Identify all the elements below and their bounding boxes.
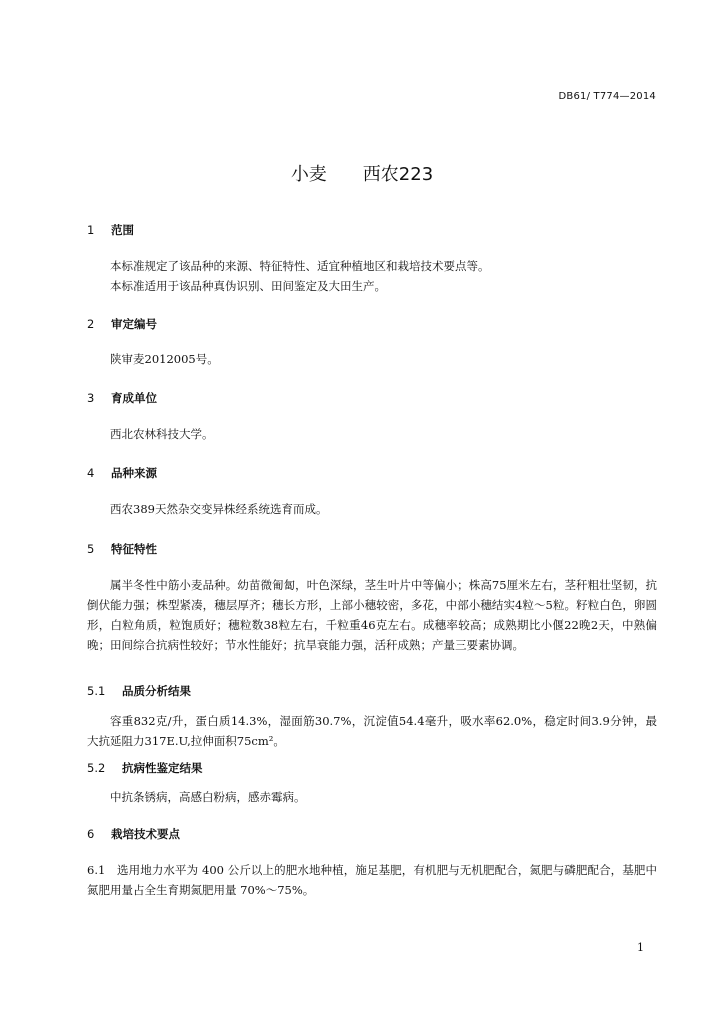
document-code: DB61/ T774—2014	[558, 91, 656, 102]
document-title: 小麦 西农223	[290, 164, 434, 185]
section-heading-breeding-unit	[87, 390, 157, 406]
section-heading-scope	[87, 222, 134, 238]
section-heading-variety-source	[87, 465, 157, 481]
section-title: 抗病性鉴定结果	[122, 761, 203, 775]
disease-resistance-paragraph: 中抗条锈病，高感白粉病，感赤霉病。	[110, 790, 306, 804]
section-number: 1	[87, 223, 95, 237]
section-number: 5.1	[87, 684, 106, 698]
section-title: 审定编号	[111, 317, 158, 331]
variety-source-paragraph: 西农389天然杂交变异株经系统选育而成。	[110, 502, 328, 516]
approval-number-paragraph: 陕审麦2012005号。	[110, 352, 219, 366]
section-heading-disease-resistance	[87, 760, 203, 776]
scope-paragraph-1: 本标准规定了该品种的来源、特征特性、适宜种植地区和栽培技术要点等。	[110, 259, 490, 273]
section-heading-approval-number	[87, 316, 157, 332]
section-number: 5	[87, 542, 95, 556]
scope-paragraph-2: 本标准适用于该品种真伪识别、田间鉴定及大田生产。	[110, 279, 386, 293]
section-number: 4	[87, 466, 95, 480]
characteristics-paragraph: 属半冬性中筋小麦品种。幼苗微匍匐，叶色深绿，茎生叶片中等偏小；株高75厘米左右，茎秆粗壮坚韧，抗倒伏能力强；株型紧凑，穗层厚齐；穗长方形，上部小穗较密，多花，中部小穗结实4粒～5粒。籽粒白色，卵圆形，白粒角质，粒饱质好；穗粒数38粒左右，千粒重46克左右。成穗率较高；成熟期比小偃22晚2天，中熟偏晚；田间综合抗病性较好；节水性能好；抗旱衰能力强，活秆成熟；产量三要素协调。	[87, 578, 657, 652]
breeding-unit-paragraph: 西北农林科技大学。	[110, 427, 214, 441]
cultivation-paragraph-6-1: 6.1 选用地力水平为 400 公斤以上的肥水地种植，施足基肥，有机肥与无机肥配合，氮肥与磷肥配合，基肥中氮肥用量占全生育期氮肥用量 70%～75%。	[87, 863, 657, 897]
section-title: 栽培技术要点	[111, 827, 181, 841]
section-title: 特征特性	[111, 542, 158, 556]
section-heading-quality-analysis	[87, 683, 191, 699]
section-title: 品种来源	[111, 466, 158, 480]
section-number: 5.2	[87, 761, 106, 775]
section-number: 6	[87, 827, 95, 841]
page-number: 1	[637, 941, 644, 954]
section-title: 育成单位	[111, 391, 158, 405]
section-title: 品质分析结果	[122, 684, 192, 698]
section-heading-cultivation	[87, 826, 180, 842]
section-heading-characteristics	[87, 541, 157, 557]
section-number: 2	[87, 317, 95, 331]
section-title: 范围	[111, 223, 135, 237]
section-number: 3	[87, 391, 95, 405]
quality-analysis-paragraph: 容重832克/升，蛋白质14.3%，湿面筋30.7%，沉淀值54.4毫升，吸水率62.0%，稳定时间3.9分钟，最大抗延阻力317E.U,拉伸面积75cm²。	[87, 714, 657, 748]
